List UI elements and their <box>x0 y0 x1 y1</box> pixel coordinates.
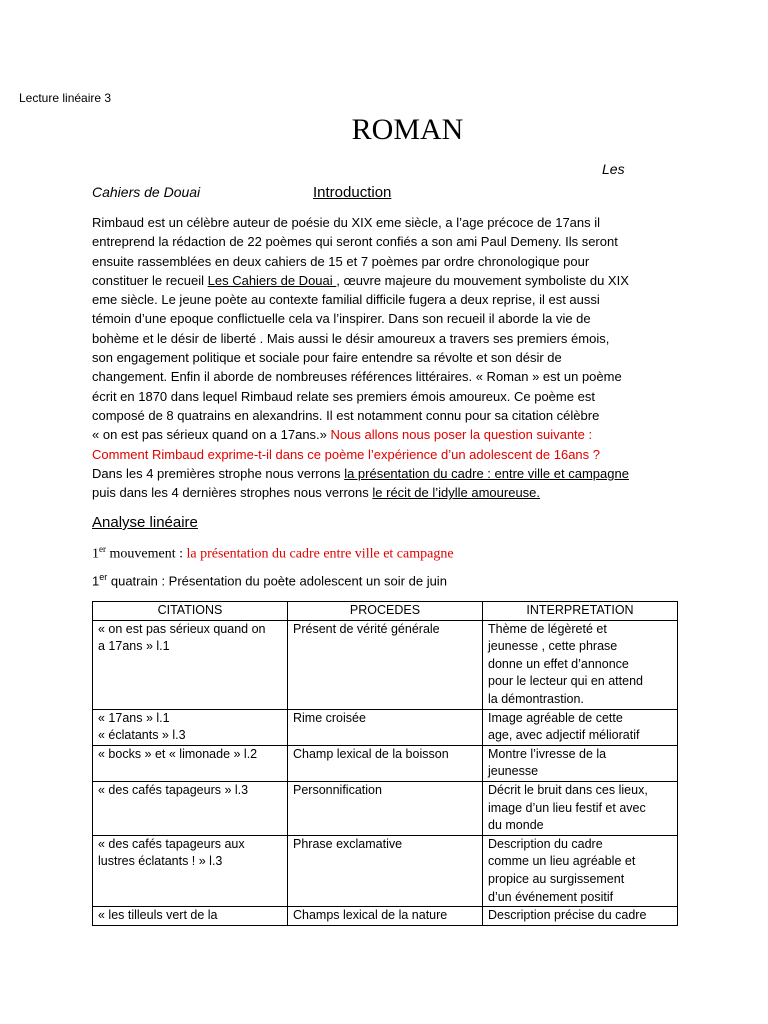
procede-cell: Présent de vérité générale <box>288 620 483 709</box>
cell-line: « les tilleuls vert de la <box>98 908 218 923</box>
intro-line: composé de 8 quatrains en alexandrins. Il est notamment connu pour sa citation célèbre <box>92 407 600 423</box>
cell-line: image d’un lieu festif et avec <box>488 800 646 815</box>
cell-line: « des cafés tapageurs » l.3 <box>98 782 249 797</box>
analysis-table <box>92 601 678 926</box>
procede-cell: Personnification <box>288 781 483 835</box>
intro-line: eme siècle. Le jeune poète au contexte familial difficile fugera a deux reprise, il est aussi <box>92 292 600 308</box>
header-interpretation: INTERPRETATION <box>483 602 678 621</box>
intro-line: ensuite rassemblées en deux cahiers de 15 et 7 poèmes par ordre chronologique pour <box>92 253 590 269</box>
intro-line: bohème et le désir de liberté . Mais aussi le désir amoureux a travers ses premiers émois, <box>92 330 610 346</box>
cell-line: propice au surgissement <box>488 871 625 886</box>
intro-text: , œuvre majeure du mouvement symboliste du XIX <box>336 272 629 288</box>
cell-line: la démontrastion. <box>488 691 584 706</box>
interpretation-cell <box>483 907 678 926</box>
cell-line: Montre l’ivresse de la <box>488 746 607 761</box>
subtitle-part-2: Cahiers de Douai <box>92 184 201 200</box>
introduction-heading: Introduction <box>313 184 392 201</box>
quatrain-heading <box>92 572 447 588</box>
table-row <box>93 745 678 781</box>
cell-line: pour le lecteur qui en attend <box>488 674 643 689</box>
procede-cell: Champ lexical de la boisson <box>288 745 483 781</box>
problematic-question: Comment Rimbaud exprime-t-il dans ce poème l’expérience d’un adolescent de 16ans ? <box>92 446 600 462</box>
table-row <box>93 620 678 709</box>
cell-line: d’un événement positif <box>488 889 614 904</box>
citation-cell <box>93 620 288 709</box>
intro-line: témoin d’une epoque conflictuelle cela va l’inspirer. Dans son recueil il aborde la vie de <box>92 311 591 327</box>
table-header-row <box>93 602 678 621</box>
procede-cell: Rime croisée <box>288 709 483 745</box>
document-title: ROMAN <box>351 113 464 146</box>
cell-line: age, avec adjectif mélioratif <box>488 728 640 743</box>
interpretation-cell <box>483 835 678 906</box>
procede-cell: Phrase exclamative <box>288 835 483 906</box>
intro-line: Rimbaud est un célèbre auteur de poésie du XIX eme siècle, a l’age précoce de 17ans il <box>92 215 601 230</box>
book-title: Les Cahiers de Douai <box>207 272 337 288</box>
cell-line: jeunesse <box>488 764 539 779</box>
header-label: Lecture linéaire 3 <box>19 91 112 105</box>
intro-text: puis dans les 4 dernières strophes nous verrons <box>92 485 373 501</box>
plan-part-2: le récit de l’idylle amoureuse. <box>372 485 541 501</box>
quatrain-sup: er <box>99 572 108 582</box>
table-row <box>93 781 678 835</box>
plan-part-1: la présentation du cadre : entre ville et campagne <box>344 465 629 481</box>
cell-line: « on est pas sérieux quand on <box>98 621 266 636</box>
citation-cell <box>93 835 288 906</box>
mouvement-heading <box>92 544 454 563</box>
interpretation-cell <box>483 620 678 709</box>
header-procedes: PROCEDES <box>288 602 483 621</box>
header-citations: CITATIONS <box>93 602 288 621</box>
intro-line <box>92 425 692 444</box>
procede-cell: Champs lexical de la nature <box>288 907 483 926</box>
interpretation-cell <box>483 781 678 835</box>
intro-line: changement. Enfin il aborde de nombreuses références littéraires. « Roman » est un poème <box>92 369 622 385</box>
table-row <box>93 709 678 745</box>
table-row <box>93 907 678 926</box>
intro-text: constituer le recueil <box>92 272 208 288</box>
cell-line: donne un effet d’annonce <box>488 656 629 671</box>
cell-line: lustres éclatants ! » l.3 <box>98 854 223 869</box>
cell-line: Image agréable de cette <box>488 710 623 725</box>
interpretation-cell <box>483 745 678 781</box>
mouvement-number: 1 <box>92 546 99 562</box>
cell-line: a 17ans » l.1 <box>98 639 170 654</box>
mouvement-label: mouvement : <box>106 546 187 562</box>
cell-line: jeunesse , cette phrase <box>488 639 618 654</box>
cell-line: Thème de légèreté et <box>488 621 607 636</box>
quatrain-number: 1 <box>92 573 100 589</box>
intro-line <box>92 483 692 502</box>
quatrain-text: quatrain : Présentation du poète adolescent un soir de juin <box>107 573 447 589</box>
cell-line: Décrit le bruit dans ces lieux, <box>488 782 648 797</box>
cell-line: « des cafés tapageurs aux <box>98 836 245 851</box>
intro-line <box>92 271 692 290</box>
citation-cell <box>93 907 288 926</box>
famous-quote: « on est pas sérieux quand on a 17ans.» <box>92 427 331 443</box>
intro-line: son engagement politique et sociale pour faire entendre sa révolte et son désir de <box>92 350 562 366</box>
interpretation-cell <box>483 709 678 745</box>
intro-text: Dans les 4 premières strophe nous verrons <box>92 465 345 481</box>
mouvement-title: la présentation du cadre entre ville et campagne <box>186 546 454 562</box>
introduction-paragraph <box>92 213 692 502</box>
cell-line: « 17ans » l.1 <box>98 710 170 725</box>
cell-line: Description du cadre <box>488 836 603 851</box>
cell-line: « bocks » et « limonade » l.2 <box>98 746 258 761</box>
analyse-heading: Analyse linéaire <box>92 514 198 531</box>
problematic-intro: Nous allons nous poser la question suivante : <box>330 427 593 443</box>
mouvement-sup: er <box>99 544 106 554</box>
intro-line <box>92 464 692 483</box>
citation-cell <box>93 781 288 835</box>
citation-cell <box>93 745 288 781</box>
cell-line: « éclatants » l.3 <box>98 728 186 743</box>
cell-line: Description précise du cadre <box>488 908 647 923</box>
table-row <box>93 835 678 906</box>
citation-cell <box>93 709 288 745</box>
cell-line: du monde <box>488 818 544 833</box>
intro-line: entreprend la rédaction de 22 poèmes qui seront confiés a son ami Paul Demeny. Ils seront <box>92 234 618 250</box>
subtitle-part-1: Les <box>602 161 625 177</box>
cell-line: comme un lieu agréable et <box>488 854 636 869</box>
intro-line: écrit en 1870 dans lequel Rimbaud relate ses premiers émois amoureux. Ce poème est <box>92 388 595 404</box>
